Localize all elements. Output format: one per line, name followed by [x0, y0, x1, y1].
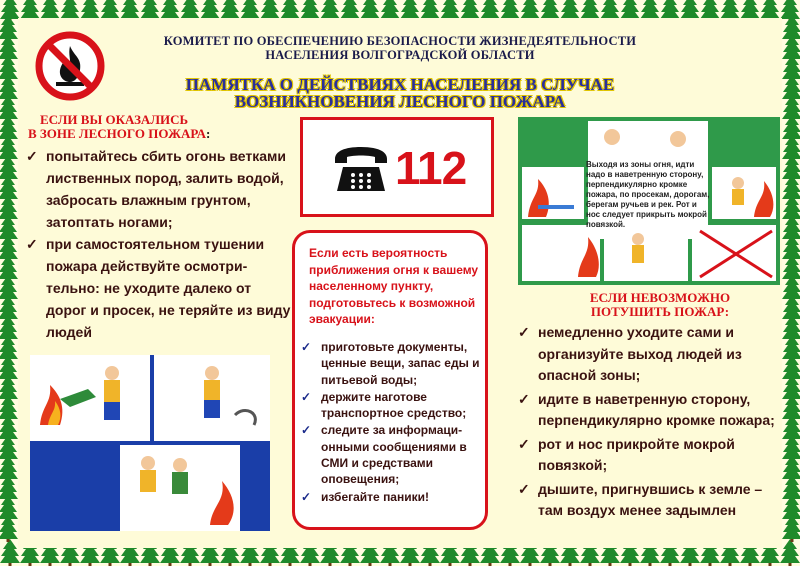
check-icon: ✓ [301, 423, 312, 438]
right-heading-line-2: ПОТУШИТЬ ПОЖАР: [590, 304, 730, 319]
list-item-text: держите наготове транспортное средство; [321, 389, 467, 421]
committee-name [150, 34, 650, 62]
check-icon: ✓ [518, 324, 530, 340]
evacuation-box [292, 230, 488, 530]
check-icon: ✓ [301, 389, 312, 404]
evacuation-list [299, 339, 489, 506]
list-item [516, 434, 778, 477]
firefighting-illustration [30, 355, 270, 531]
emergency-number: 112 [395, 142, 467, 194]
left-heading-line-1: ЕСЛИ ВЫ ОКАЗАЛИСЬ [40, 112, 189, 127]
right-heading-line-1: ЕСЛИ НЕВОЗМОЖНО [589, 290, 731, 305]
no-fire-icon [34, 30, 106, 102]
list-item [299, 339, 489, 388]
check-icon: ✓ [26, 236, 38, 252]
list-item [516, 389, 778, 432]
telephone-icon [333, 145, 389, 195]
check-icon: ✓ [26, 148, 38, 164]
list-item [516, 479, 778, 522]
list-item-text: идите в наветренную сторону, перпендикулярно кромке пожара; [538, 390, 775, 428]
list-item [299, 422, 489, 487]
page-title [140, 76, 660, 110]
list-item-text: дышите, пригнувшись к земле – там воздух менее задымлен [538, 480, 763, 518]
list-item-text: попытайтесь сбить огонь ветками лиственных пород, залить водой, забросать влажным грунтом, затоптать ногами; [46, 148, 286, 230]
check-icon: ✓ [301, 340, 312, 354]
right-action-list [516, 322, 778, 524]
committee-line-1: КОМИТЕТ ПО ОБЕСПЕЧЕНИЮ БЕЗОПАСНОСТИ ЖИЗНЕДЕЯТЕЛЬНОСТИ [163, 34, 637, 48]
illustration-caption: Выходя из зоны огня, идти надо в наветренную сторону, перпендикулярно кромке пожара, по просекам, дорогам, берегам ручьев и рек. Рот и нос следует прикрыть мокрой повязкой. [586, 160, 710, 229]
evacuation-intro: Если есть вероятность приближения огня к вашему населенному пункту, подготовьтесь к возможной эвакуации: [309, 246, 479, 326]
title-line-2: ВОЗНИКНОВЕНИЯ ЛЕСНОГО ПОЖАРА [234, 92, 566, 111]
fir-tree-icon [0, 539, 20, 566]
list-item [299, 389, 489, 422]
list-item-text: следите за информаци-онными сообщениями в СМИ и средствами оповещения; [321, 423, 467, 487]
list-item-text: при самостоятельном тушении пожара действуйте осмотри-тельно: не уходите далеко от дорог и просек, не теряйте из виду людей [46, 236, 291, 340]
committee-line-2: НАСЕЛЕНИЯ ВОЛГОГРАДСКОЙ ОБЛАСТИ [265, 48, 535, 62]
left-heading-colon: : [206, 126, 211, 141]
fir-tree-icon [780, 539, 800, 566]
check-icon: ✓ [301, 489, 312, 504]
right-heading [560, 291, 760, 319]
emergency-number-box [300, 117, 494, 217]
list-item-text: немедленно уходите сами и организуйте выход людей из опасной зоны; [538, 324, 742, 383]
check-icon: ✓ [518, 435, 530, 452]
title-line-1: ПАМЯТКА О ДЕЙСТВИЯХ НАСЕЛЕНИЯ В СЛУЧАЕ [185, 75, 615, 94]
left-heading-line-2: В ЗОНЕ ЛЕСНОГО ПОЖАРА [28, 126, 207, 141]
list-item [24, 145, 294, 233]
list-item-text: рот и нос прикройте мокрой повязкой; [538, 435, 735, 473]
check-icon: ✓ [518, 480, 530, 497]
left-heading [28, 113, 278, 141]
list-item [516, 322, 778, 387]
fir-tree-icon [782, 515, 800, 542]
list-item-text: избегайте паники! [321, 489, 429, 504]
list-item-text: приготовьте документы, ценные вещи, запас еды и питьевой воды; [321, 340, 480, 387]
list-item [24, 233, 294, 343]
fir-tree-icon [0, 515, 18, 542]
list-item [299, 489, 489, 505]
left-action-list [24, 145, 294, 343]
check-icon: ✓ [518, 390, 530, 407]
